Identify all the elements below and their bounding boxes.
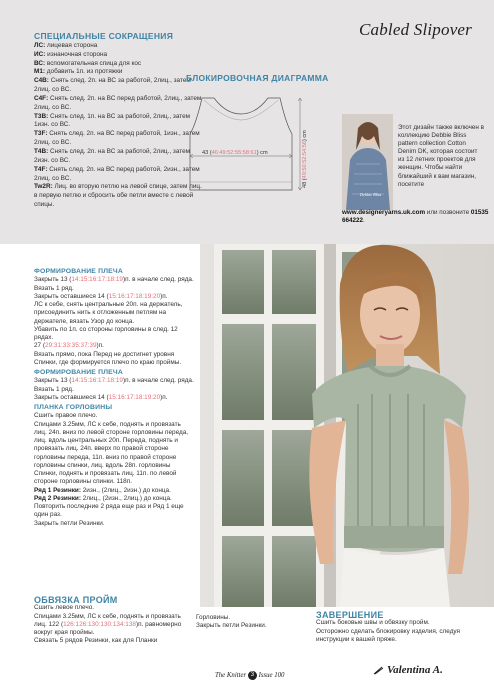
- section-heading: ФОРМИРОВАНИЕ ПЛЕЧА: [34, 268, 123, 275]
- instruction-paragraph: Убавить по 1п. со стороны горловины в след. 12 рядах.: [34, 325, 178, 341]
- armhole-instructions: [34, 604, 194, 645]
- abbreviation-item: T4B: Снять след. 2п. на ВС за работой, 2лиц., затем 2изн. со ВС.: [34, 147, 191, 164]
- width-label: 43 (46:49:52:55:58:61) cm: [202, 150, 268, 156]
- instruction-paragraph: Вязать прямо, пока Перед не достигнет уровня Спинки, где формируется плечо по краю проймы.: [34, 350, 182, 366]
- abbreviation-item: М1: добавить 1п. из протяжки: [34, 68, 123, 76]
- abbreviation-item: ИС: изнаночная сторона: [34, 50, 108, 58]
- diagram-heading: БЛОКИРОВОЧНАЯ ДИАГРАММА: [186, 73, 329, 83]
- finishing-section: [316, 611, 486, 644]
- phone-number: 01535 664222: [342, 209, 489, 225]
- armhole-heading: ОБВЯЗКА ПРОЙМ: [34, 595, 118, 605]
- promo-text: Этот дизайн также включен в коллекцию Debbie Bliss pattern collection Cotton Denim DK, которая состоит из 12 летних проектов для женщин. Чтобы найти ближайший к вам магазин, посетите: [398, 124, 484, 188]
- model-photo: [200, 244, 494, 607]
- website-link[interactable]: www.designeryarns.uk.com: [342, 209, 426, 216]
- garment-outline: [190, 98, 292, 190]
- pen-icon: [373, 666, 384, 675]
- instruction-paragraph: Спицами 3.25мм, ЛС к себе, поднять и провязать лиц. 24п. вниз по левой стороне горловины переда, лиц. вдоль центральных 20п. Переда, поднять и провязать лиц. 24п. вверх по правой стороне горловины переда, 11п. вниз по правой стороне горловины спинки, лиц. вдоль 28п. горловины Спинки, поднять и провязать лиц. 11п. по левой стороне горловины спинки. 118п.: [34, 420, 189, 486]
- instruction-paragraph: Закрыть петли Резинки.: [34, 519, 105, 527]
- abbreviation-item: T3F: Снять след. 2п. на ВС перед работой, 1изн., затем 2лиц. со ВС.: [34, 130, 200, 147]
- abbreviation-item: ВС: вспомогательная спица для кос: [34, 59, 142, 67]
- abbreviation-item: T3B: Снять след. 1п. на ВС за работой, 2лиц., затем 1изн. со ВС.: [34, 112, 191, 129]
- page-footer: [215, 671, 284, 680]
- instruction-paragraph: Сшить левое плечо.: [34, 604, 95, 612]
- finishing-instructions: [316, 619, 486, 644]
- neckband-continuation: [196, 614, 286, 631]
- collection-cover-image: [342, 114, 393, 210]
- height-label: 48 (49:50:52:54:56) cm: [302, 130, 308, 188]
- instruction-paragraph: Вязать 1 ряд.: [34, 385, 74, 393]
- finishing-heading: ЗАВЕРШЕНИЕ: [316, 610, 384, 620]
- page-mark: 3: [248, 671, 257, 680]
- instruction-paragraph: Горловины.: [196, 614, 231, 621]
- section-heading: ФОРМИРОВАНИЕ ПЛЕЧА: [34, 369, 123, 376]
- abbreviation-item: ЛС: лицевая сторона: [34, 41, 98, 49]
- abbreviation-item: C4B: Снять след. 2п. на ВС за работой, 2лиц., затем 2лиц. со ВС.: [34, 77, 191, 94]
- abbreviations-heading: СПЕЦИАЛЬНЫЕ СОКРАЩЕНИЯ: [34, 31, 174, 41]
- instruction-paragraph: Закрыть 13 (14:15:16:17:18:19)п. в начале след. ряда.: [34, 276, 194, 284]
- instructions-left-column: [34, 266, 194, 528]
- instruction-paragraph: 27 (29:31:33:35:37:39)п.: [34, 342, 104, 350]
- magazine-name: The Knitter: [215, 672, 247, 680]
- abbreviation-item: C4F: Снять след. 2п. на ВС перед работой, 2лиц., затем 2лиц. со ВС.: [34, 94, 202, 111]
- blocking-diagram: [178, 88, 308, 218]
- neck-band-line: [204, 100, 278, 120]
- issue-number: Issue 100: [258, 672, 285, 680]
- cover-label: Debbie Bliss: [360, 192, 382, 197]
- instruction-paragraph: Закрыть 13 (14:15:16:17:18:19)п. в начале след. ряда.: [34, 377, 194, 385]
- abbreviation-item: T4F: Снять след. 2п. на ВС перед работой, 2изн., затем 2лиц. со ВС.: [34, 165, 200, 182]
- instruction-paragraph: Закрыть оставшиеся 14 (15:16:17:18:19:20)п.: [34, 393, 168, 401]
- author-signature: Valentina A.: [373, 664, 443, 676]
- instruction-paragraph: Спицами 3.25мм, ЛС к себе, поднять и провязать лиц. 122 (126:126:130:130:134:138)п. равномерно вокруг края проймы.: [34, 612, 182, 636]
- instruction-paragraph: Связать 5 рядов Резинки, как для Планки: [34, 637, 158, 645]
- instruction-paragraph: Закрыть оставшиеся 14 (15:16:17:18:19:20)п.: [34, 292, 168, 300]
- promo-contact: www.designeryarns.uk.com или позвоните 01535 664222.: [342, 209, 489, 225]
- instruction-paragraph: Осторожно сделать блокировку изделия, следуя инструкции к вашей пряже.: [316, 627, 461, 643]
- instruction-paragraph: Повторить последние 2 ряда еще раз и Ряд 1 еще один раз.: [34, 503, 184, 519]
- instruction-paragraph: ЛС к себе, снять центральные 20п. на держатель, присоединить нить к отложенным петлям на держателе, вязать Узор до конца.: [34, 301, 183, 325]
- armhole-section: [34, 596, 194, 646]
- instruction-paragraph: Вязать 1 ряд.: [34, 284, 74, 292]
- abbreviation-item: Tw2R: Лиц. во вторую петлю на левой спице, затем лиц. в первую петлю и сбросить обе петли вместе с левой спицы.: [34, 183, 202, 209]
- instruction-paragraph: Закрыть петли Резинки.: [196, 622, 267, 630]
- instruction-paragraph: Сшить правое плечо.: [34, 412, 98, 420]
- instruction-paragraph: Сшить боковые швы и обвязку пройм.: [316, 619, 430, 627]
- section-heading: ПЛАНКА ГОРЛОВИНЫ: [34, 404, 113, 411]
- pattern-title: Cabled Slipover: [358, 20, 472, 39]
- instruction-paragraph: Ряд 1 Резинки: 2изн., (2лиц., 2изн.) до конца.: [34, 486, 171, 494]
- instruction-paragraph: Ряд 2 Резинки: 2лиц., (2изн., 2лиц.) до конца.: [34, 494, 172, 502]
